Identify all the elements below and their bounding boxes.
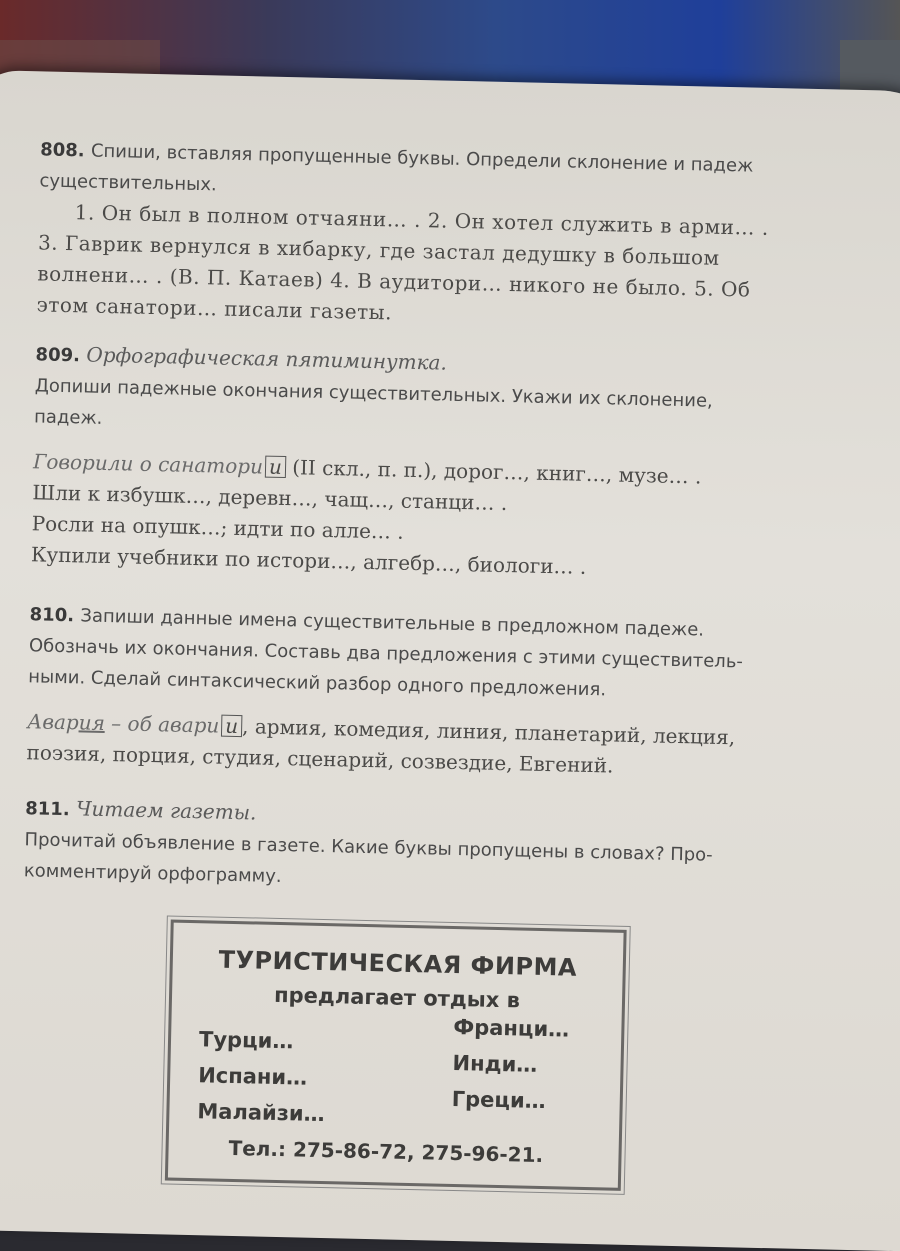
exercise-808 [36, 133, 840, 338]
exercise-title: Читаем газеты. [75, 796, 257, 825]
text-line: волнени… . (В. П. Катаев) 4. В аудитори… никого не было. 5. Об [37, 261, 751, 302]
exercise-809 [31, 338, 836, 588]
text-line: 1. Он был в полном отчаяни… . 2. Он хотел служить в арми… . [74, 200, 769, 240]
advert-country: Турци… [198, 1027, 294, 1054]
newspaper-advert [165, 920, 627, 1191]
exercise-810 [26, 598, 830, 786]
text-line: Шли к избушк…, деревн…, чащ…, станци… . [32, 480, 508, 516]
text-line: Росли на опушк…; идти по алле… . [31, 511, 404, 544]
exercise-text [26, 706, 827, 786]
advert-country: Малайзи… [197, 1099, 325, 1127]
task-text: падеж. [33, 406, 103, 429]
advert-country: Инди… [452, 1050, 538, 1077]
example-rest: , армия, комедия, линия, планетарий, лекция, [241, 714, 736, 750]
exercise-text [31, 446, 834, 588]
text-line: 3. Гаврик вернулся в хибарку, где застал дедушку в большом [37, 230, 720, 270]
exercise-number: 808. [39, 139, 85, 162]
task-text: комментируй орфограмму. [23, 860, 282, 888]
example-stem: Авар [26, 709, 80, 735]
advert-country: Испани… [197, 1063, 308, 1090]
text-line: Купили учебники по истори…, алгебр…, биологи… . [30, 542, 587, 579]
advert-phone: Тел.: 275-86-72, 275-96-21. [228, 1135, 544, 1168]
exercise-number: 809. [35, 344, 81, 367]
ending-box: и [265, 456, 286, 478]
advert-subtitle: предлагает отдых в [273, 982, 521, 1013]
exercise-title: Орфографическая пятиминутка. [86, 342, 448, 375]
exercise-number: 811. [25, 798, 70, 821]
text-line: поэзия, порция, студия, сценарий, созвездие, Евгений. [26, 740, 614, 778]
textbook-page [0, 70, 900, 1251]
text-line: этом санатори… писали газеты. [36, 292, 393, 325]
example-mid: – об авари [104, 711, 220, 738]
task-text: Запиши данные имена существительные в предложном падеже. [80, 605, 705, 641]
task-text: Спиши, вставляя пропущенные буквы. Определи склонение и падеж [90, 140, 754, 177]
advert-title: ТУРИСТИЧЕСКАЯ ФИРМА [218, 945, 578, 982]
task-text: Допиши падежные окончания существительных. Укажи их склонение, [34, 375, 713, 412]
task-text: ными. Сделай синтаксический разбор одного предложения. [28, 666, 607, 701]
task-text: Обозначь их окончания. Составь два предложения с этими существитель- [28, 635, 744, 673]
exercise-number: 810. [29, 604, 75, 627]
task-text: Прочитай объявление в газете. Какие буквы пропущены в словах? Про- [24, 829, 713, 866]
example-word: Говорили о санатори [32, 449, 264, 479]
task-text: существительных. [39, 170, 217, 196]
exercise-text [36, 196, 839, 338]
example-ending: ия [78, 710, 106, 735]
page-content [23, 133, 840, 922]
exercise-811 [23, 792, 825, 904]
advert-country: Франци… [453, 1014, 570, 1042]
ending-box: и [221, 715, 242, 737]
example-rest: (II скл., п. п.), дорог…, книг…, музе… . [285, 455, 702, 489]
advert-country: Греци… [451, 1086, 546, 1114]
